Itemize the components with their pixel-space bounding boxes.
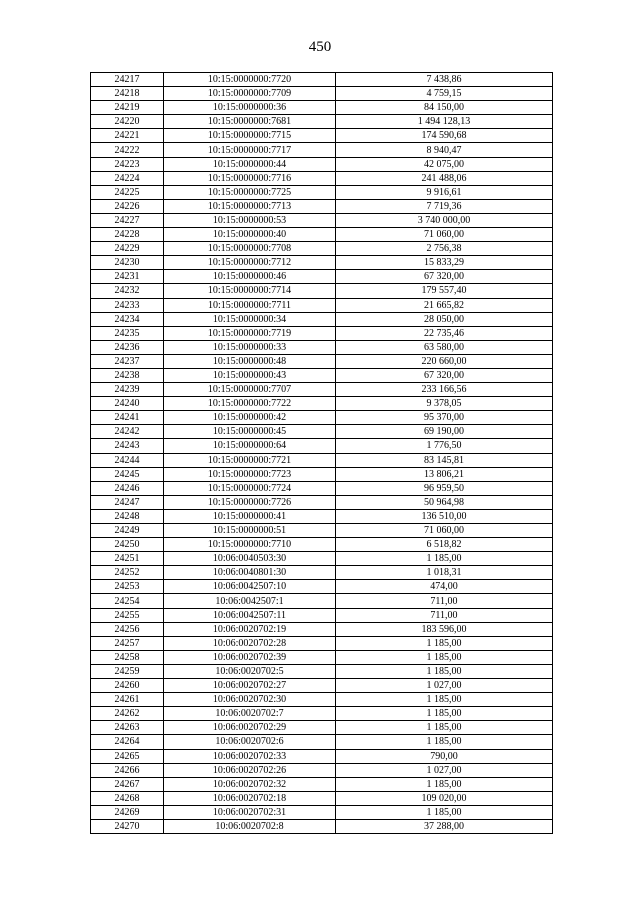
table-row	[91, 481, 553, 495]
value-cell: 2 756,38	[336, 242, 553, 256]
table-row	[91, 171, 553, 185]
cadastral-number-cell: 10:15:0000000:7726	[164, 495, 336, 509]
cadastral-number-cell: 10:15:0000000:42	[164, 411, 336, 425]
cadastral-number-cell: 10:15:0000000:33	[164, 340, 336, 354]
table-row	[91, 552, 553, 566]
value-cell: 22 735,46	[336, 326, 553, 340]
row-number-cell: 24239	[91, 383, 164, 397]
value-cell: 15 833,29	[336, 256, 553, 270]
row-number-cell: 24217	[91, 73, 164, 87]
cadastral-number-cell: 10:06:0020702:32	[164, 777, 336, 791]
table-row	[91, 538, 553, 552]
table-row	[91, 368, 553, 382]
cadastral-number-cell: 10:15:0000000:7717	[164, 143, 336, 157]
row-number-cell: 24246	[91, 481, 164, 495]
row-number-cell: 24242	[91, 425, 164, 439]
cadastral-number-cell: 10:15:0000000:7714	[164, 284, 336, 298]
cadastral-number-cell: 10:06:0020702:8	[164, 819, 336, 833]
table-row	[91, 580, 553, 594]
cadastral-number-cell: 10:06:0042507:10	[164, 580, 336, 594]
value-cell: 790,00	[336, 749, 553, 763]
row-number-cell: 24235	[91, 326, 164, 340]
value-cell: 1 185,00	[336, 552, 553, 566]
value-cell: 1 185,00	[336, 721, 553, 735]
table-row	[91, 650, 553, 664]
value-cell: 1 185,00	[336, 707, 553, 721]
table-row	[91, 819, 553, 833]
value-cell: 13 806,21	[336, 467, 553, 481]
value-cell: 1 776,50	[336, 439, 553, 453]
value-cell: 1 027,00	[336, 679, 553, 693]
value-cell: 220 660,00	[336, 354, 553, 368]
row-number-cell: 24260	[91, 679, 164, 693]
row-number-cell: 24219	[91, 101, 164, 115]
cadastral-number-cell: 10:06:0020702:29	[164, 721, 336, 735]
table-row	[91, 340, 553, 354]
cadastral-number-cell: 10:15:0000000:7710	[164, 538, 336, 552]
cadastral-number-cell: 10:15:0000000:46	[164, 270, 336, 284]
row-number-cell: 24263	[91, 721, 164, 735]
cadastral-number-cell: 10:15:0000000:7716	[164, 171, 336, 185]
cadastral-number-cell: 10:06:0020702:39	[164, 650, 336, 664]
table-row	[91, 791, 553, 805]
cadastral-number-cell: 10:15:0000000:36	[164, 101, 336, 115]
row-number-cell: 24251	[91, 552, 164, 566]
table-row	[91, 805, 553, 819]
row-number-cell: 24258	[91, 650, 164, 664]
row-number-cell: 24252	[91, 566, 164, 580]
cadastral-number-cell: 10:15:0000000:7725	[164, 185, 336, 199]
cadastral-number-cell: 10:15:0000000:7712	[164, 256, 336, 270]
cadastral-number-cell: 10:15:0000000:7723	[164, 467, 336, 481]
value-cell: 136 510,00	[336, 509, 553, 523]
row-number-cell: 24265	[91, 749, 164, 763]
value-cell: 95 370,00	[336, 411, 553, 425]
row-number-cell: 24264	[91, 735, 164, 749]
value-cell: 7 438,86	[336, 73, 553, 87]
value-cell: 21 665,82	[336, 298, 553, 312]
value-cell: 1 185,00	[336, 693, 553, 707]
row-number-cell: 24270	[91, 819, 164, 833]
value-cell: 6 518,82	[336, 538, 553, 552]
value-cell: 67 320,00	[336, 270, 553, 284]
row-number-cell: 24267	[91, 777, 164, 791]
cadastral-number-cell: 10:15:0000000:43	[164, 368, 336, 382]
row-number-cell: 24229	[91, 242, 164, 256]
row-number-cell: 24227	[91, 213, 164, 227]
value-cell: 8 940,47	[336, 143, 553, 157]
value-cell: 1 494 128,13	[336, 115, 553, 129]
row-number-cell: 24256	[91, 622, 164, 636]
row-number-cell: 24266	[91, 763, 164, 777]
cadastral-number-cell: 10:06:0020702:33	[164, 749, 336, 763]
row-number-cell: 24261	[91, 693, 164, 707]
value-cell: 1 185,00	[336, 805, 553, 819]
row-number-cell: 24225	[91, 185, 164, 199]
row-number-cell: 24233	[91, 298, 164, 312]
value-cell: 711,00	[336, 608, 553, 622]
table-row	[91, 185, 553, 199]
row-number-cell: 24268	[91, 791, 164, 805]
table-row	[91, 326, 553, 340]
cadastral-number-cell: 10:06:0020702:28	[164, 636, 336, 650]
table-row	[91, 467, 553, 481]
value-cell: 7 719,36	[336, 199, 553, 213]
cadastral-number-cell: 10:06:0020702:30	[164, 693, 336, 707]
value-cell: 179 557,40	[336, 284, 553, 298]
cadastral-number-cell: 10:15:0000000:45	[164, 425, 336, 439]
cadastral-number-cell: 10:15:0000000:7715	[164, 129, 336, 143]
cadastral-number-cell: 10:06:0020702:6	[164, 735, 336, 749]
value-cell: 1 185,00	[336, 777, 553, 791]
cadastral-number-cell: 10:15:0000000:41	[164, 509, 336, 523]
row-number-cell: 24262	[91, 707, 164, 721]
table-row	[91, 383, 553, 397]
table-row	[91, 354, 553, 368]
table-row	[91, 101, 553, 115]
value-cell: 28 050,00	[336, 312, 553, 326]
cadastral-number-cell: 10:15:0000000:40	[164, 228, 336, 242]
row-number-cell: 24234	[91, 312, 164, 326]
cadastral-number-cell: 10:15:0000000:48	[164, 354, 336, 368]
cadastral-number-cell: 10:15:0000000:7709	[164, 87, 336, 101]
row-number-cell: 24226	[91, 199, 164, 213]
row-number-cell: 24231	[91, 270, 164, 284]
row-number-cell: 24257	[91, 636, 164, 650]
row-number-cell: 24222	[91, 143, 164, 157]
table-row	[91, 397, 553, 411]
value-cell: 50 964,98	[336, 495, 553, 509]
page-number: 450	[308, 39, 332, 55]
table-body	[91, 73, 553, 834]
table-row	[91, 199, 553, 213]
table-row	[91, 763, 553, 777]
table-row	[91, 73, 553, 87]
row-number-cell: 24240	[91, 397, 164, 411]
value-cell: 241 488,06	[336, 171, 553, 185]
table-row	[91, 622, 553, 636]
table-row	[91, 721, 553, 735]
table-row	[91, 679, 553, 693]
row-number-cell: 24237	[91, 354, 164, 368]
cadastral-number-cell: 10:06:0042507:1	[164, 594, 336, 608]
value-cell: 3 740 000,00	[336, 213, 553, 227]
row-number-cell: 24269	[91, 805, 164, 819]
table-row	[91, 298, 553, 312]
cadastral-number-cell: 10:15:0000000:34	[164, 312, 336, 326]
value-cell: 67 320,00	[336, 368, 553, 382]
value-cell: 1 185,00	[336, 664, 553, 678]
cadastral-number-cell: 10:15:0000000:7708	[164, 242, 336, 256]
value-cell: 83 145,81	[336, 453, 553, 467]
cadastral-number-cell: 10:15:0000000:51	[164, 524, 336, 538]
cadastral-number-cell: 10:15:0000000:7713	[164, 199, 336, 213]
row-number-cell: 24218	[91, 87, 164, 101]
row-number-cell: 24243	[91, 439, 164, 453]
value-cell: 183 596,00	[336, 622, 553, 636]
cadastral-number-cell: 10:06:0020702:7	[164, 707, 336, 721]
row-number-cell: 24248	[91, 509, 164, 523]
value-cell: 1 018,31	[336, 566, 553, 580]
value-cell: 1 185,00	[336, 735, 553, 749]
value-cell: 174 590,68	[336, 129, 553, 143]
row-number-cell: 24224	[91, 171, 164, 185]
value-cell: 96 959,50	[336, 481, 553, 495]
table-row	[91, 143, 553, 157]
cadastral-number-cell: 10:06:0020702:18	[164, 791, 336, 805]
value-cell: 9 916,61	[336, 185, 553, 199]
table-row	[91, 566, 553, 580]
cadastral-number-cell: 10:06:0040801:30	[164, 566, 336, 580]
table-row	[91, 707, 553, 721]
cadastral-number-cell: 10:15:0000000:7719	[164, 326, 336, 340]
table-row	[91, 284, 553, 298]
table-row	[91, 693, 553, 707]
table-row	[91, 87, 553, 101]
value-cell: 71 060,00	[336, 228, 553, 242]
table-row	[91, 453, 553, 467]
value-cell: 1 185,00	[336, 636, 553, 650]
cadastral-value-table	[90, 72, 553, 834]
table-row	[91, 749, 553, 763]
cadastral-number-cell: 10:06:0020702:19	[164, 622, 336, 636]
table-row	[91, 439, 553, 453]
value-cell: 71 060,00	[336, 524, 553, 538]
cadastral-number-cell: 10:15:0000000:53	[164, 213, 336, 227]
value-cell: 233 166,56	[336, 383, 553, 397]
row-number-cell: 24244	[91, 453, 164, 467]
value-cell: 63 580,00	[336, 340, 553, 354]
cadastral-number-cell: 10:06:0020702:5	[164, 664, 336, 678]
table-row	[91, 213, 553, 227]
row-number-cell: 24245	[91, 467, 164, 481]
cadastral-number-cell: 10:15:0000000:64	[164, 439, 336, 453]
row-number-cell: 24247	[91, 495, 164, 509]
row-number-cell: 24249	[91, 524, 164, 538]
row-number-cell: 24223	[91, 157, 164, 171]
row-number-cell: 24259	[91, 664, 164, 678]
table-row	[91, 495, 553, 509]
row-number-cell: 24221	[91, 129, 164, 143]
cadastral-number-cell: 10:06:0020702:31	[164, 805, 336, 819]
row-number-cell: 24241	[91, 411, 164, 425]
table-row	[91, 608, 553, 622]
value-cell: 1 185,00	[336, 650, 553, 664]
value-cell: 42 075,00	[336, 157, 553, 171]
cadastral-number-cell: 10:06:0020702:26	[164, 763, 336, 777]
cadastral-number-cell: 10:15:0000000:44	[164, 157, 336, 171]
table-row	[91, 411, 553, 425]
cadastral-number-cell: 10:15:0000000:7681	[164, 115, 336, 129]
row-number-cell: 24220	[91, 115, 164, 129]
table-row	[91, 735, 553, 749]
cadastral-number-cell: 10:15:0000000:7721	[164, 453, 336, 467]
row-number-cell: 24232	[91, 284, 164, 298]
row-number-cell: 24255	[91, 608, 164, 622]
cadastral-number-cell: 10:06:0020702:27	[164, 679, 336, 693]
value-cell: 474,00	[336, 580, 553, 594]
cadastral-number-cell: 10:15:0000000:7707	[164, 383, 336, 397]
cadastral-number-cell: 10:15:0000000:7711	[164, 298, 336, 312]
table-row	[91, 524, 553, 538]
table-row	[91, 312, 553, 326]
table-row	[91, 509, 553, 523]
value-cell: 9 378,05	[336, 397, 553, 411]
row-number-cell: 24238	[91, 368, 164, 382]
row-number-cell: 24230	[91, 256, 164, 270]
table-row	[91, 129, 553, 143]
table-row	[91, 157, 553, 171]
table-row	[91, 425, 553, 439]
cadastral-number-cell: 10:15:0000000:7722	[164, 397, 336, 411]
cadastral-number-cell: 10:06:0042507:11	[164, 608, 336, 622]
table-row	[91, 664, 553, 678]
value-cell: 69 190,00	[336, 425, 553, 439]
value-cell: 1 027,00	[336, 763, 553, 777]
row-number-cell: 24228	[91, 228, 164, 242]
table-row	[91, 777, 553, 791]
table-row	[91, 636, 553, 650]
cadastral-number-cell: 10:06:0040503:30	[164, 552, 336, 566]
value-cell: 84 150,00	[336, 101, 553, 115]
table-row	[91, 594, 553, 608]
table-row	[91, 242, 553, 256]
value-cell: 711,00	[336, 594, 553, 608]
value-cell: 4 759,15	[336, 87, 553, 101]
value-cell: 37 288,00	[336, 819, 553, 833]
cadastral-number-cell: 10:15:0000000:7720	[164, 73, 336, 87]
row-number-cell: 24236	[91, 340, 164, 354]
row-number-cell: 24250	[91, 538, 164, 552]
cadastral-number-cell: 10:15:0000000:7724	[164, 481, 336, 495]
value-cell: 109 020,00	[336, 791, 553, 805]
table-row	[91, 256, 553, 270]
row-number-cell: 24253	[91, 580, 164, 594]
row-number-cell: 24254	[91, 594, 164, 608]
table-row	[91, 115, 553, 129]
table-row	[91, 228, 553, 242]
table-row	[91, 270, 553, 284]
